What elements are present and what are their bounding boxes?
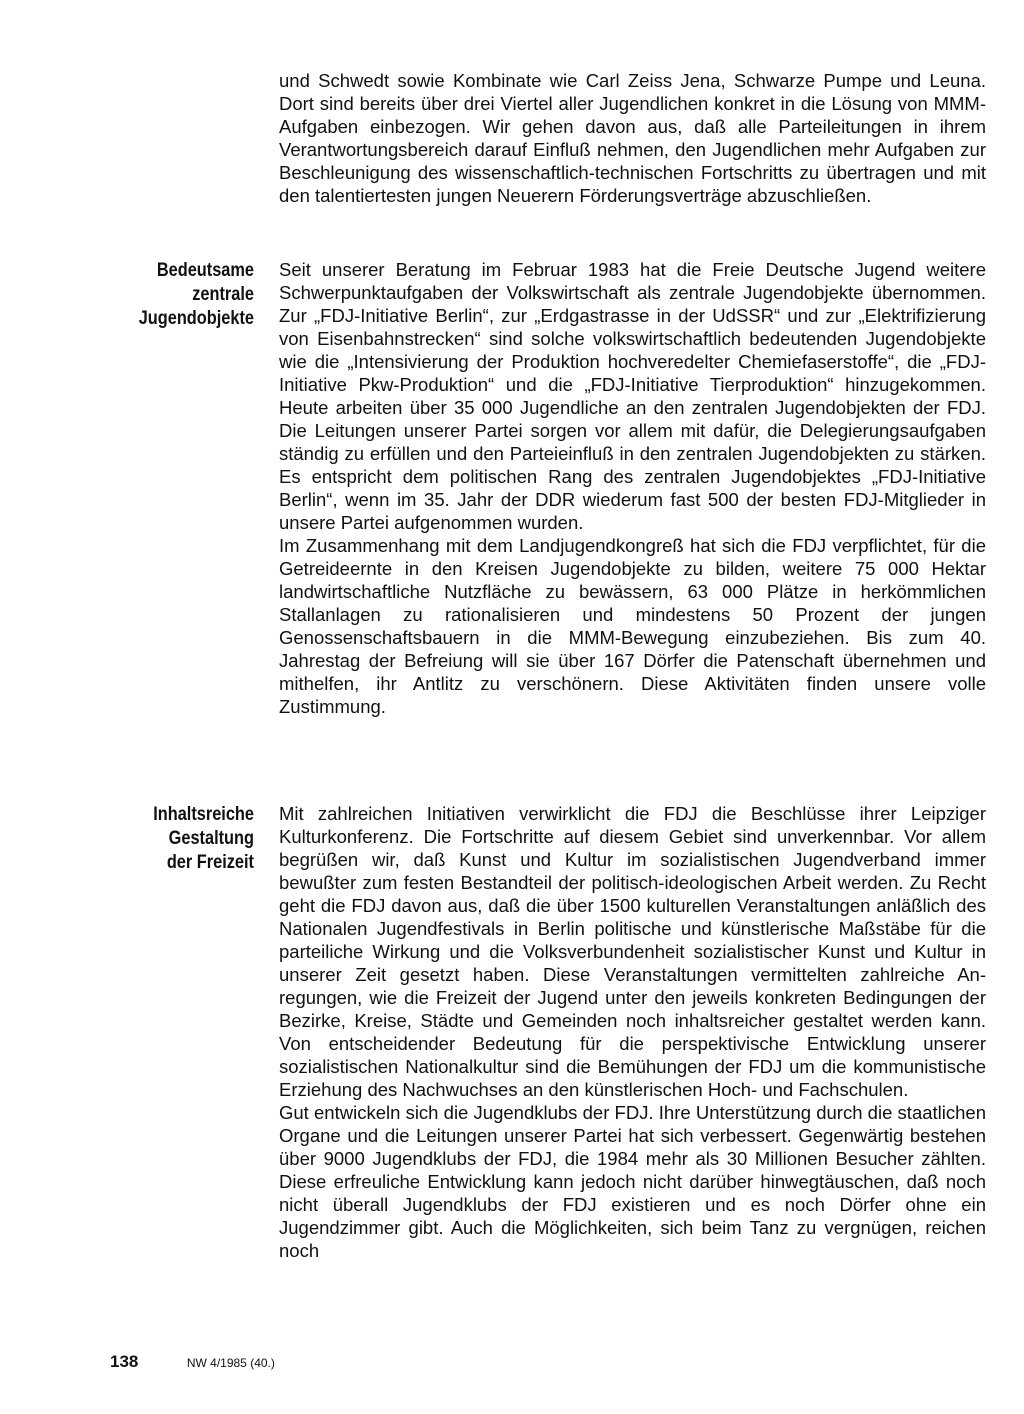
text-block-1 (279, 69, 986, 207)
paragraph: Mit zahlreichen Initiativen verwirklicht die FDJ die Beschlüsse ihrer Leipziger Kulturkonferenz. Die Fortschritte auf diesem Gebiet sind unverkennbar. Vor allem begrüßen wir, daß Kunst und Kultur im sozialistischen Jugendverband immer bewußter zum festen Bestandteil der politisch-ideologischen Arbeit werden. Zu Recht geht die FDJ davon aus, daß die über 1500 kulturellen Veranstaltungen anläßlich des Nationalen Jugendfestivals in Berlin politische und künstlerische Maßstäbe für die parteiliche Wirkung und die Volksverbundenheit sozialistischer Kunst und Kultur in unserer Zeit gesetzt haben. Diese Veranstaltungen vermittelten zahlreiche Anregungen, wie die Freizeit der Jugend unter den jeweils konkreten Bedingungen der Bezirke, Kreise, Städte und Gemeinden noch inhaltsreicher gestaltet werden kann. Von entscheidender Bedeutung für die perspektivische Entwicklung unserer sozialistischen Nationalkultur sind die Bemühungen der FDJ um die kommunistische Erziehung des Nachwuchses an den künstlerischen Hoch- und Fachschulen. (279, 803, 986, 1100)
paragraph: Seit unserer Beratung im Februar 1983 hat die Freie Deutsche Jugend weitere Schwerpunktaufgaben der Volkswirtschaft als zentrale Jugendobjekte übernommen. Zur „FDJ-Initiative Berlin“, zur „Erdgastrasse in der UdSSR“ und zur „Elektrifizierung von Eisenbahnstrecken“ sind solche volkswirtschaftlich bedeutenden Jugendobjekte wie die „Intensivierung der Produktion hochveredelter Chemiefaserstoffe“, die „FDJ-Initiative Pkw-Produktion“ und die „FDJ-Initiative Tierproduktion“ hinzugekommen. Heute arbeiten über 35 000 Jugendliche an den zentralen Jugendobjekten der FDJ. Die Leitungen unserer Partei sorgen vor allem mit dafür, die Delegierungsaufgaben ständig zu erfüllen und den Parteieinfluß in den zentralen Jugendobjekten zu stärken. Es entspricht dem politischen Rang des zentralen Jugendobjektes „FDJ-Initiative Berlin“, wenn im 35. Jahr der DDR wiederum fast 500 der besten FDJ-Mitglieder in unsere Partei aufgenommen wurden. (279, 259, 986, 533)
margin-heading-line: der Freizeit (166, 852, 254, 873)
paragraph: und Schwedt sowie Kombinate wie Carl Zeiss Jena, Schwarze Pumpe und Leuna. Dort sind bereits über drei Viertel aller Jugendlichen konkret in die Lösung von MMM-Aufgaben einbezogen. Wir gehen davon aus, daß alle Parteileitungen in ihrem Verantwortungsbereich darauf Einfluß nehmen, den Jugendlichen mehr Aufgaben zur Beschleunigung des wissenschaftlich-technischen Fortschritts zu übertragen und mit den talentiertesten jungen Neuerern Förderungsverträge abzuschließen. (279, 70, 986, 206)
margin-heading-line: zentrale (192, 284, 254, 305)
issue-reference: NW 4/1985 (40.) (186, 1356, 275, 1370)
text-block-3 (279, 802, 986, 1262)
margin-heading-line: Bedeutsame (156, 260, 254, 281)
page-footer (110, 1352, 275, 1372)
margin-heading-line: Jugendobjekte (138, 308, 254, 329)
margin-heading-line: Inhaltsreiche (153, 804, 254, 825)
page-number: 138 (110, 1352, 139, 1371)
margin-heading-jugendobjekte (125, 259, 254, 331)
paragraph: Im Zusammenhang mit dem Landjugendkongreß hat sich die FDJ verpflichtet, für die Getreideernte in den Kreisen Jugendobjekte zu bilden, weitere 75 000 Hektar landwirtschaftliche Nutzfläche zu bewässern, 63 000 Plätze in herkömmlichen Stallanlagen zu rationalisieren und mindestens 50 Prozent der jungen Genossenschaftsbauern in die MMM-Bewegung einzubeziehen. Bis zum 40. Jahrestag der Befreiung will sie über 167 Dörfer die Patenschaft übernehmen und mithelfen, ihr Antlitz zu verschönern. Diese Aktivitäten finden unsere volle Zustimmung. (279, 535, 986, 717)
margin-heading-line: Gestaltung (168, 828, 254, 849)
paragraph: Gut entwickeln sich die Jugendklubs der FDJ. Ihre Unterstützung durch die staatlichen Organe und die Leitungen unserer Partei hat sich verbessert. Gegenwärtig bestehen über 9000 Jugendklubs der FDJ, die 1984 mehr als 30 Millionen Besucher zählten. Diese erfreuliche Entwicklung kann jedoch nicht darüber hinwegtäuschen, daß noch nicht überall Jugendklubs der FDJ existieren und es noch Dörfer ohne ein Jugendzimmer gibt. Auch die Möglichkeiten, sich beim Tanz zu vergnügen, reichen noch (279, 1102, 986, 1261)
margin-heading-freizeit (125, 803, 254, 875)
text-block-2 (279, 258, 986, 718)
